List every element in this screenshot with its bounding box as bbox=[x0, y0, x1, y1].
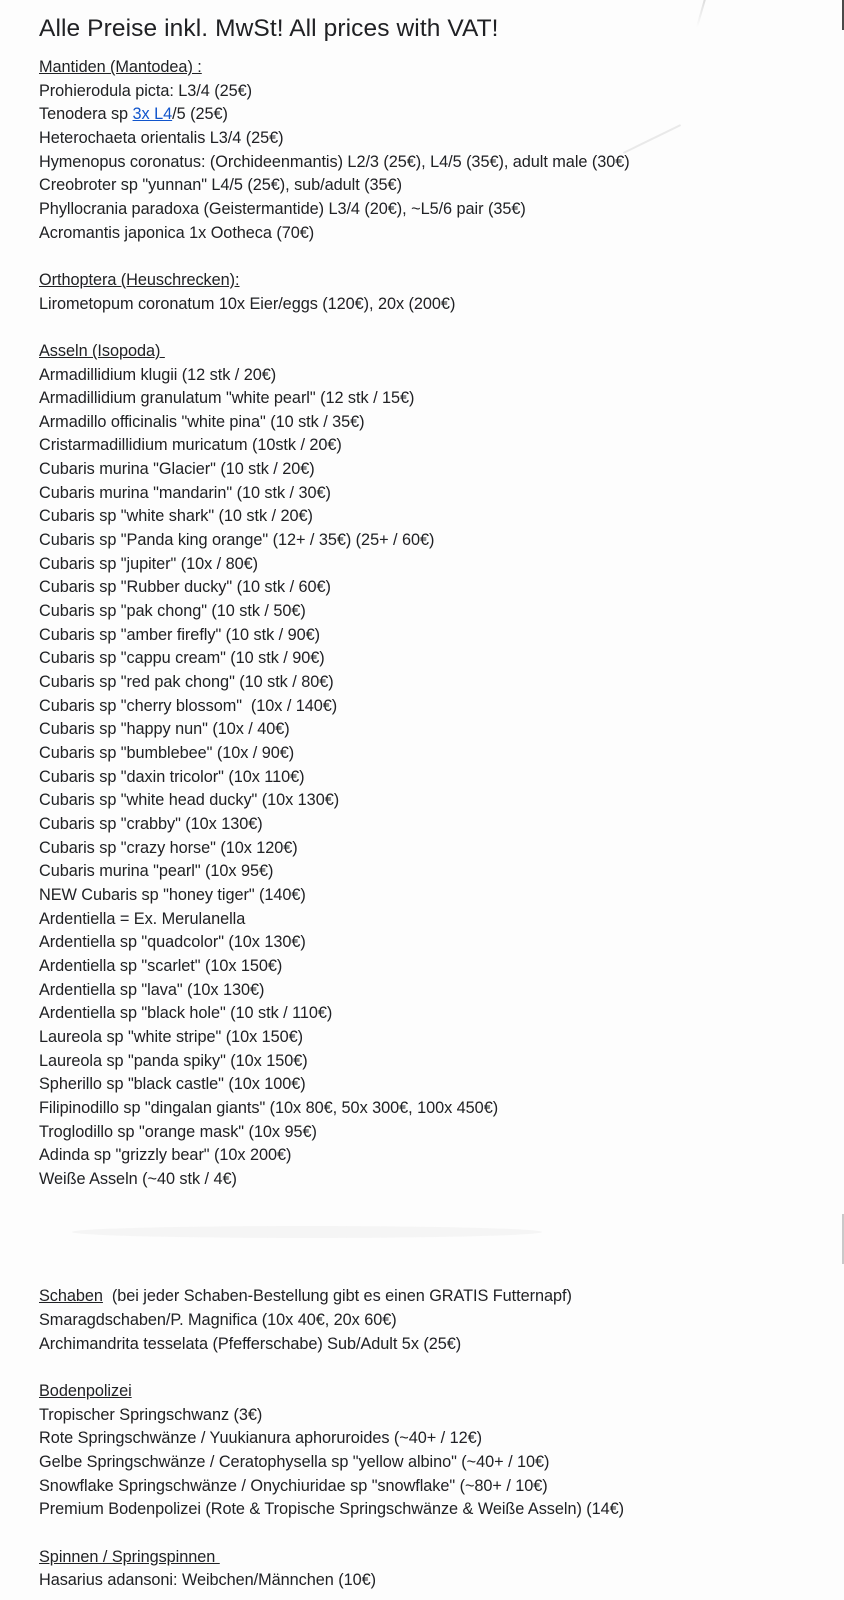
price-line: Lirometopum coronatum 10x Eier/eggs (120€), 20x (200€) bbox=[39, 294, 456, 313]
price-line: NEW Cubaris sp "honey tiger" (140€) bbox=[39, 885, 306, 904]
section-heading: Spinnen / Springspinnen bbox=[39, 1547, 220, 1566]
price-line: Rote Springschwänze / Yuukianura aphoruroides (~40+ / 12€) bbox=[39, 1429, 483, 1448]
section-heading: Schaben bbox=[39, 1287, 103, 1306]
price-line: Heterochaeta orientalis L3/4 (25€) bbox=[39, 128, 284, 147]
price-line: Ardentiella sp "quadcolor" (10x 130€) bbox=[39, 933, 306, 952]
price-line: Cubaris sp "Panda king orange" (12+ / 35€) (25+ / 60€) bbox=[39, 531, 435, 550]
price-line bbox=[39, 103, 816, 127]
price-line: Armadillidium klugii (12 stk / 20€) bbox=[39, 365, 277, 384]
section bbox=[39, 269, 816, 316]
price-line: Cubaris sp "crazy horse" (10x 120€) bbox=[39, 838, 298, 857]
section bbox=[39, 56, 816, 245]
price-line-text: Tenodera sp bbox=[39, 105, 133, 124]
price-line: Cubaris sp "cherry blossom" (10x / 140€) bbox=[39, 696, 338, 715]
page-title: Alle Preise inkl. MwSt! All prices with VAT! bbox=[39, 15, 499, 42]
price-line: Cubaris sp "red pak chong" (10 stk / 80€) bbox=[39, 673, 334, 692]
price-list bbox=[39, 56, 816, 1593]
section-heading: Bodenpolizei bbox=[39, 1382, 132, 1401]
section-heading: Asseln (Isopoda) bbox=[39, 341, 165, 360]
price-line: Ardentiella sp "scarlet" (10x 150€) bbox=[39, 956, 283, 975]
price-line: Adinda sp "grizzly bear" (10x 200€) bbox=[39, 1146, 292, 1165]
section-heading-note: (bei jeder Schaben-Bestellung gibt es einen GRATIS Futternapf) bbox=[102, 1287, 572, 1306]
section bbox=[39, 1546, 816, 1593]
price-line: Cubaris sp "jupiter" (10x / 80€) bbox=[39, 554, 259, 573]
price-line: Archimandrita tesselata (Pfefferschabe) Sub/Adult 5x (25€) bbox=[39, 1334, 462, 1353]
price-line: Laureola sp "white stripe" (10x 150€) bbox=[39, 1027, 304, 1046]
price-line: Ardentiella = Ex. Merulanella bbox=[39, 909, 246, 928]
price-line: Creobroter sp "yunnan" L4/5 (25€), sub/adult (35€) bbox=[39, 176, 402, 195]
price-line: Cubaris sp "white head ducky" (10x 130€) bbox=[39, 791, 340, 810]
price-line: Acromantis japonica 1x Ootheca (70€) bbox=[39, 223, 315, 242]
price-line: Ardentiella sp "black hole" (10 stk / 110€) bbox=[39, 1004, 333, 1023]
price-line: Cubaris sp "Rubber ducky" (10 stk / 60€) bbox=[39, 578, 331, 597]
price-line: Cubaris murina "pearl" (10x 95€) bbox=[39, 862, 274, 881]
smudge-artifact bbox=[72, 1226, 542, 1238]
price-line-text: /5 (25€) bbox=[172, 105, 228, 124]
price-line: Cubaris murina "Glacier" (10 stk / 20€) bbox=[39, 460, 315, 479]
price-line: Spherillo sp "black castle" (10x 100€) bbox=[39, 1075, 306, 1094]
price-line: Cubaris sp "white shark" (10 stk / 20€) bbox=[39, 507, 313, 526]
section-heading-line bbox=[39, 1380, 816, 1404]
price-line: Cubaris murina "mandarin" (10 stk / 30€) bbox=[39, 483, 331, 502]
section-heading-line bbox=[39, 1546, 816, 1570]
section bbox=[39, 340, 816, 1192]
price-line: Hymenopus coronatus: (Orchideenmantis) L2/3 (25€), L4/5 (35€), adult male (30€) bbox=[39, 152, 630, 171]
price-line: Snowflake Springschwänze / Onychiuridae sp "snowflake" (~80+ / 10€) bbox=[39, 1476, 548, 1495]
price-line: Cubaris sp "bumblebee" (10x / 90€) bbox=[39, 744, 295, 762]
section bbox=[39, 1285, 816, 1356]
price-line: Weiße Asseln (~40 stk / 4€) bbox=[39, 1169, 237, 1188]
section-heading-line bbox=[39, 269, 816, 293]
price-line: Cubaris sp "daxin tricolor" (10x 110€) bbox=[39, 767, 305, 786]
price-line: Cubaris sp "happy nun" (10x / 40€) bbox=[39, 720, 290, 739]
section-heading: Orthoptera (Heuschrecken): bbox=[39, 270, 240, 289]
price-line: Hasarius adansoni: Weibchen/Männchen (10€) bbox=[39, 1571, 376, 1590]
price-line: Smaragdschaben/P. Magnifica (10x 40€, 20x 60€) bbox=[39, 1311, 397, 1330]
section-heading: Mantiden (Mantodea) : bbox=[39, 58, 202, 76]
price-line: Troglodillo sp "orange mask" (10x 95€) bbox=[39, 1122, 317, 1141]
price-line: Phyllocrania paradoxa (Geistermantide) L3/4 (20€), ~L5/6 pair (35€) bbox=[39, 199, 526, 218]
section-heading-line bbox=[39, 1285, 816, 1309]
price-line: Gelbe Springschwänze / Ceratophysella sp "yellow albino" (~40+ / 10€) bbox=[39, 1453, 550, 1472]
section bbox=[39, 1380, 816, 1522]
price-line: Laureola sp "panda spiky" (10x 150€) bbox=[39, 1051, 308, 1070]
section-heading-line bbox=[39, 340, 816, 364]
species-link[interactable]: 3x L4 bbox=[132, 105, 173, 124]
price-line: Cubaris sp "cappu cream" (10 stk / 90€) bbox=[39, 649, 325, 668]
price-line: Tropischer Springschwanz (3€) bbox=[39, 1405, 263, 1424]
price-line: Prohierodula picta: L3/4 (25€) bbox=[39, 81, 253, 100]
price-line: Cubaris sp "pak chong" (10 stk / 50€) bbox=[39, 602, 306, 621]
price-line: Premium Bodenpolizei (Rote & Tropische Springschwänze & Weiße Asseln) (14€) bbox=[39, 1500, 625, 1519]
price-line: Cubaris sp "crabby" (10x 130€) bbox=[39, 814, 263, 833]
price-line: Filipinodillo sp "dingalan giants" (10x 80€, 50x 300€, 100x 450€) bbox=[39, 1098, 499, 1117]
price-line: Armadillo officinalis "white pina" (10 stk / 35€) bbox=[39, 412, 365, 431]
price-line: Armadillidium granulatum "white pearl" (12 stk / 15€) bbox=[39, 389, 415, 408]
price-line: Ardentiella sp "lava" (10x 130€) bbox=[39, 980, 265, 999]
price-line: Cubaris sp "amber firefly" (10 stk / 90€) bbox=[39, 625, 320, 644]
price-line: Cristarmadillidium muricatum (10stk / 20€) bbox=[39, 436, 342, 455]
section-heading-line bbox=[39, 56, 816, 80]
